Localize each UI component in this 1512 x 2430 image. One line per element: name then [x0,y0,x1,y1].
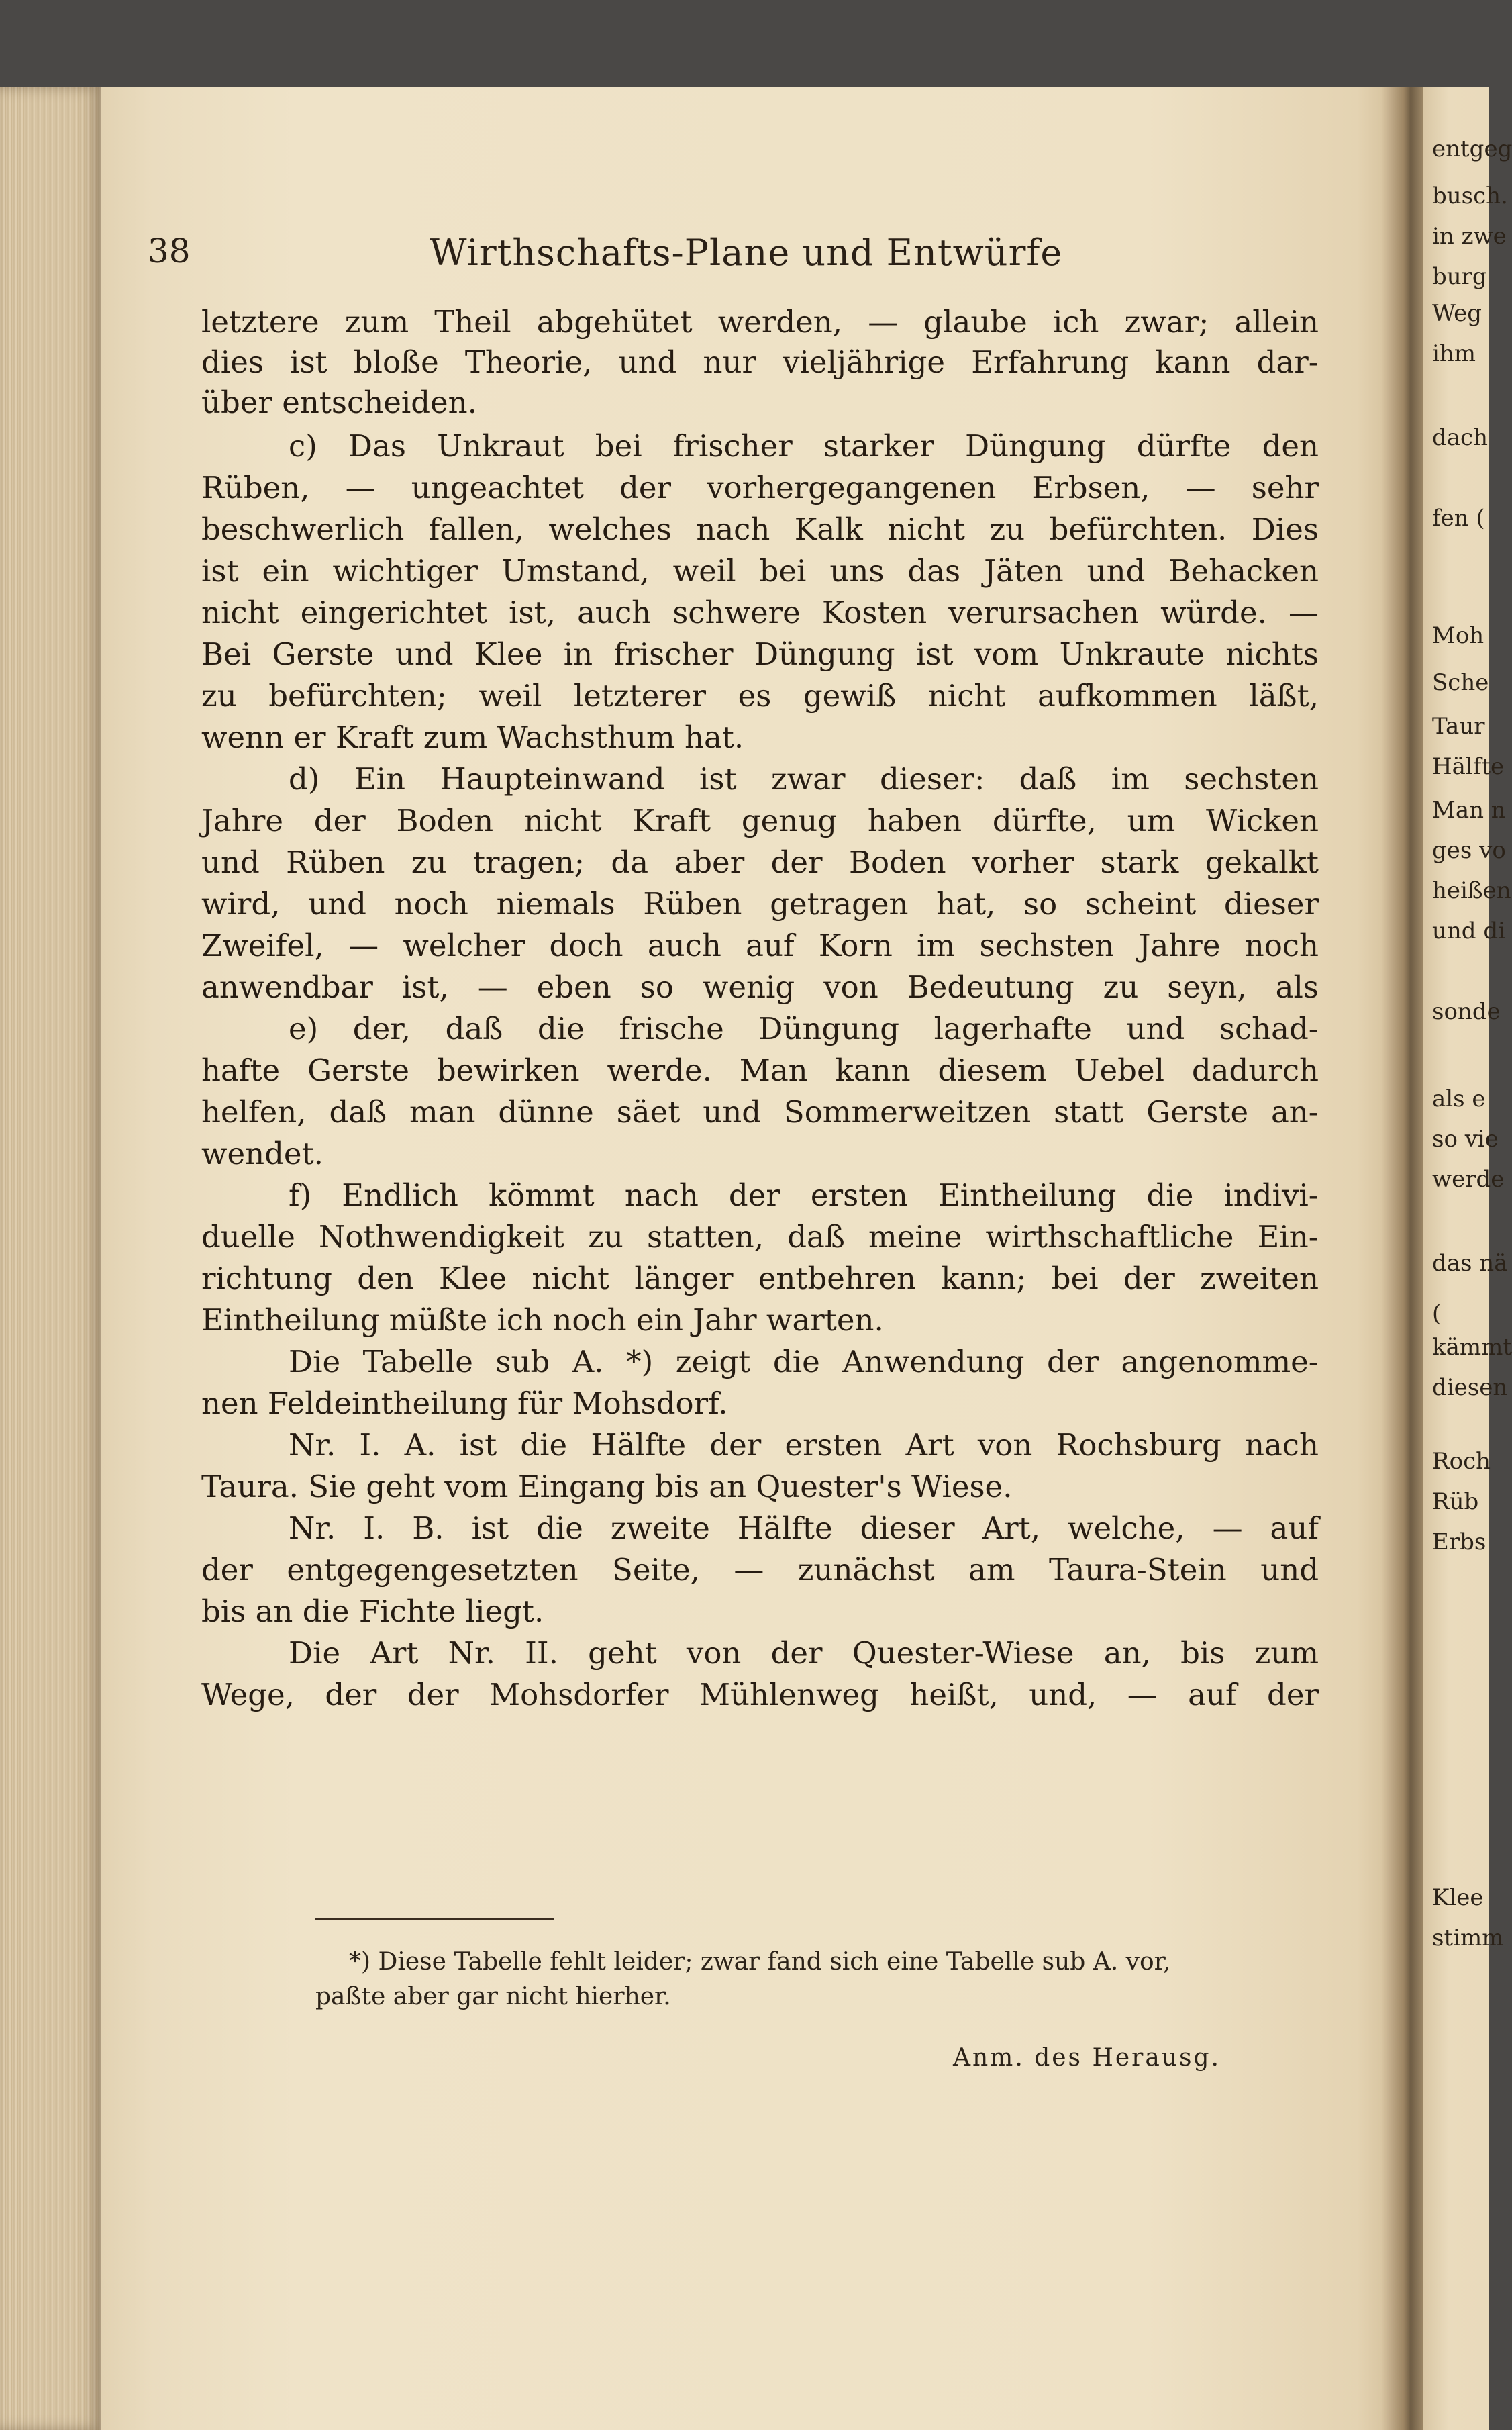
text-line: der entgegengesetzten Seite, — zunächst am Taura-Stein und [201,1552,1319,1588]
text-line: wenn er Kraft zum Wachsthum hat. [201,720,744,755]
text-line: nicht eingerichtet ist, auch schwere Kosten verursachen würde. — [201,595,1319,630]
footnote-signature: Anm. des Herausg. [953,2044,1221,2072]
facing-fragment: heißen [1432,877,1511,904]
text-line: bis an die Fichte liegt. [201,1594,544,1629]
facing-page-edge [1423,87,1512,2430]
page-number: 38 [148,232,191,271]
text-line: wendet. [201,1136,323,1171]
text-line: duelle Nothwendigkeit zu statten, daß meine wirthschaftliche Ein- [201,1219,1319,1255]
facing-fragment: fen ( [1432,505,1485,532]
facing-fragment: so vie [1432,1126,1499,1153]
facing-fragment: Klee [1432,1884,1484,1911]
facing-fragment: das nä [1432,1250,1508,1277]
facing-fragment: Rüb [1432,1488,1479,1515]
text-line: wird, und noch niemals Rüben getragen hat, so scheint dieser [201,886,1319,922]
footnote-line: paßte aber gar nicht hierher. [315,1983,671,2010]
facing-fragment: Taur [1432,713,1485,740]
running-title: Wirthschafts-Plane und Entwürfe [430,232,1063,274]
facing-fragment: ihm [1432,340,1476,367]
facing-fragment: werde [1432,1166,1505,1193]
facing-fragment: Weg [1432,300,1482,327]
facing-fragment: sonde [1432,998,1501,1025]
facing-fragment: und di [1432,918,1506,944]
text-line: beschwerlich fallen, welches nach Kalk nicht zu befürchten. Dies [201,512,1319,547]
text-line: und Rüben zu tragen; da aber der Boden vorher stark gekalkt [201,844,1319,880]
facing-fragment: ( [1432,1300,1442,1327]
footnote-line: *) Diese Tabelle fehlt leider; zwar fand sich eine Tabelle sub A. vor, [349,1948,1171,1976]
text-line: anwendbar ist, — eben so wenig von Bedeutung zu seyn, als [201,969,1319,1005]
facing-fragment: Sche [1432,669,1489,696]
facing-fragment: Roch [1432,1448,1491,1475]
facing-fragment: Moh [1432,622,1484,649]
facing-fragment: ges vo [1432,837,1506,864]
text-line: d) Ein Haupteinwand ist zwar dieser: daß im sechsten [289,761,1319,797]
page-stack-edge [0,87,101,2430]
text-line: nen Feldeintheilung für Mohsdorf. [201,1386,728,1421]
text-line: ist ein wichtiger Umstand, weil bei uns das Jäten und Behacken [201,553,1319,589]
text-line: f) Endlich kömmt nach der ersten Eintheilung die indivi- [289,1177,1319,1213]
text-line: Eintheilung müßte ich noch ein Jahr warten. [201,1302,884,1338]
text-line: Die Art Nr. II. geht von der Quester-Wiese an, bis zum [289,1635,1319,1671]
text-line: letztere zum Theil abgehütet werden, — glaube ich zwar; allein [201,304,1319,340]
facing-fragment: als e [1432,1085,1486,1112]
text-line: helfen, daß man dünne säet und Sommerweitzen statt Gerste an- [201,1094,1319,1130]
text-line: c) Das Unkraut bei frischer starker Düngung dürfte den [289,428,1319,464]
text-line: zu befürchten; weil letzterer es gewiß nicht aufkommen läßt, [201,678,1319,714]
facing-fragment: Erbs [1432,1528,1486,1555]
text-line: Zweifel, — welcher doch auch auf Korn im sechsten Jahre noch [201,928,1319,963]
text-line: e) der, daß die frische Düngung lagerhafte und schad- [289,1011,1319,1047]
facing-fragment: busch. [1432,183,1508,209]
text-line: Nr. I. A. ist die Hälfte der ersten Art von Rochsburg nach [289,1427,1319,1463]
facing-fragment: Man n [1432,797,1506,824]
facing-fragment: stimm [1432,1925,1504,1951]
footnote-rule [315,1918,554,1920]
facing-fragment: dach [1432,424,1488,451]
facing-fragment: kämmt [1432,1334,1512,1361]
text-line: dies ist bloße Theorie, und nur vieljährige Erfahrung kann dar- [201,344,1319,380]
text-line: über entscheiden. [201,385,477,420]
facing-fragment: diesen [1432,1374,1508,1401]
text-line: Bei Gerste und Klee in frischer Düngung ist vom Unkraute nichts [201,636,1319,672]
text-line: richtung den Klee nicht länger entbehren kann; bei der zweiten [201,1261,1319,1296]
text-line: Taura. Sie geht vom Eingang bis an Quester's Wiese. [201,1469,1013,1504]
facing-fragment: entgeg [1432,136,1512,162]
text-line: Jahre der Boden nicht Kraft genug haben dürfte, um Wicken [201,803,1319,838]
text-line: Rüben, — ungeachtet der vorhergegangenen Erbsen, — sehr [201,470,1319,505]
facing-fragment: burg [1432,263,1487,290]
text-line: Wege, der der Mohsdorfer Mühlenweg heißt, und, — auf der [201,1677,1319,1712]
text-line: hafte Gerste bewirken werde. Man kann diesem Uebel dadurch [201,1053,1319,1088]
facing-fragment: in zwe [1432,223,1507,250]
text-line: Nr. I. B. ist die zweite Hälfte dieser Art, welche, — auf [289,1510,1319,1546]
text-line: Die Tabelle sub A. *) zeigt die Anwendung der angenomme- [289,1344,1319,1379]
facing-fragment: Hälfte [1432,753,1505,780]
page-header [148,232,1322,279]
